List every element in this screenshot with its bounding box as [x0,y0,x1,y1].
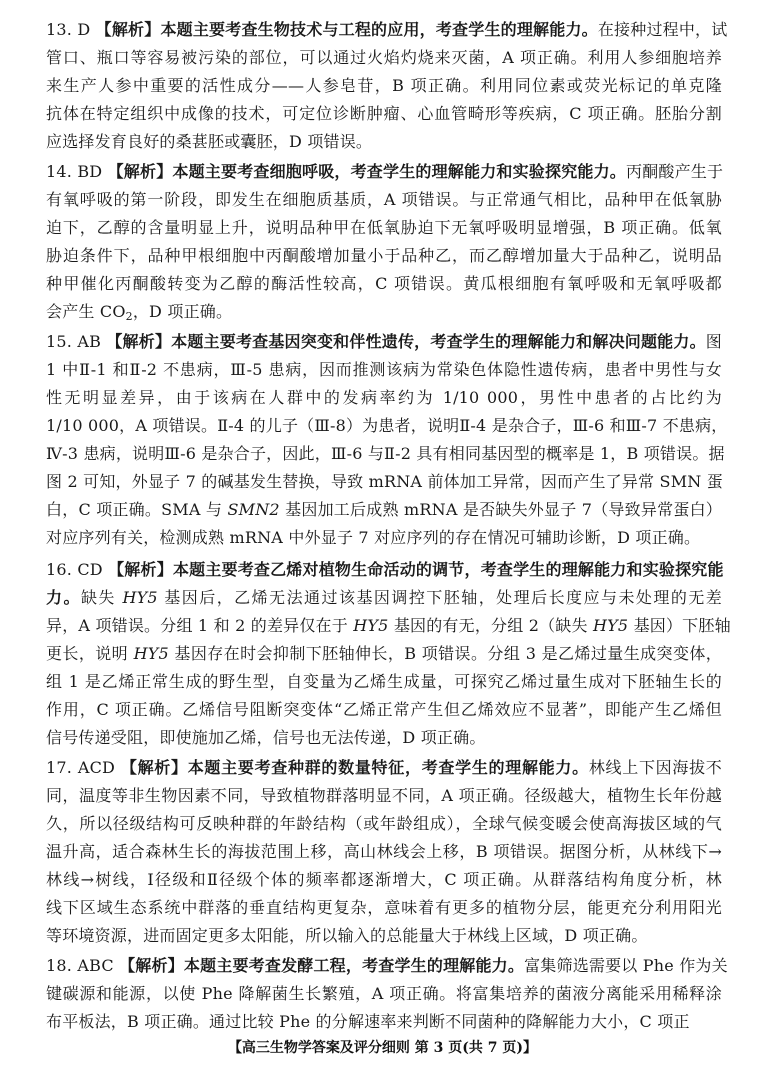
page-footer: 【高三生物学答案及评分细则 第 3 页(共 7 页)】 [227,1040,538,1056]
analysis-heading: 【解析】本题主要考查细胞呼吸，考查学生的理解能力和实验探究能力。 [107,162,627,181]
text-line [46,754,722,782]
text-line [46,44,722,72]
text-line [46,328,722,356]
text-line [46,186,722,214]
text-line [46,468,722,496]
text-line [46,384,722,412]
text-line [46,980,722,1008]
text-run: 林线上下因海拔不 [588,758,722,777]
text-run: 胁迫条件下，品种甲根细胞中丙酮酸增加量小于品种乙，而乙醇增加量大于品种乙，说明品 [46,246,722,265]
answer-item-q16 [46,556,731,752]
text-line [46,838,722,866]
text-run: HY5 [353,616,389,635]
answer-item-q14 [46,158,722,326]
text-line [46,298,722,326]
text-line [46,556,722,584]
text-line [46,668,722,696]
text-run: 15. AB [46,332,107,351]
text-run: 13. D [46,20,96,39]
analysis-heading: 【解析】本题主要考查发酵工程，考查学生的理解能力。 [119,956,525,975]
text-run: 会产生 CO [46,302,126,321]
text-run: SMN2 [227,500,280,519]
text-run: 管口、瓶口等容易被污染的部位，可以通过火焰灼烧来灭菌，A 项正确。利用人参细胞培养 [46,48,722,67]
text-run: 来生产人参中重要的活性成分——人参皂苷，B 项正确。利用同位素或荧光标记的单克隆 [46,76,722,95]
text-run: 作用，C 项正确。乙烯信号阻断突变体“乙烯正常产生但乙烯效应不显著”，即能产生乙烯但 [46,700,722,719]
answer-item-q15 [46,328,728,552]
subscript: 2 [125,310,133,323]
text-line [46,866,722,894]
text-run: 温升高，适合森林生长的海拔范围上移，高山林线会上移，B 项错误。据图分析，从林线下→ [46,842,722,861]
text-run: 图 2 可知，外显子 7 的碱基发生替换，导致 mRNA 前体加工异常，因而产生了异常 SMN 蛋 [46,472,723,491]
answer-item-q18 [46,952,728,1036]
text-line [46,412,728,440]
text-line [46,270,722,298]
text-run: 白，C 项正确。SMA 与 [46,500,228,519]
text-line [46,158,722,186]
analysis-heading: 【解析】本题主要考查种群的数量特征，考查学生的理解能力。 [120,758,589,777]
text-run: 线下区域生态系统中群落的垂直结构更复杂，意味着有更多的植物分层，能更充分利用阳光 [46,898,722,917]
text-run: 林线→树线，Ⅰ径级和Ⅱ径级个体的频率都逐渐增大，C 项正确。从群落结构角度分析，林 [46,870,722,889]
text-run: 种甲催化丙酮酸转变为乙醇的酶活性较高，C 项错误。黄瓜根细胞有氧呼吸和无氧呼吸都 [46,274,722,293]
text-line [46,724,722,752]
text-run: HY5 [122,588,158,607]
text-run: 基因存在时会抑制下胚轴伸长，B 项错误。分组 3 是乙烯过量生成突变体， [168,644,722,663]
text-run: 14. BD [46,162,108,181]
text-run: 1 中Ⅱ-1 和Ⅱ-2 不患病，Ⅲ-5 患病，因而推测该病为常染色体隐性遗传病，患者中男性与女 [46,360,722,379]
text-line [46,782,722,810]
text-run: 应选择发育良好的桑葚胚或囊胚，D 项错误。 [46,132,373,151]
text-run: 17. ACD [46,758,121,777]
text-run: 在接种过程中，试 [597,20,728,39]
text-run: 丙酮酸产生于 [626,162,724,181]
text-line [46,242,722,270]
text-line [46,214,722,242]
text-run: 抗体在特定组织中成像的技术，可定位诊断肿瘤、心血管畸形等疾病，C 项正确。胚胎分割 [46,104,722,123]
text-run: 对应序列有关，检测成熟 mRNA 中外显子 7 对应序列的存在情况可辅助诊断，D 项正确。 [46,528,701,547]
text-run: 1/10 000，A 项错误。Ⅱ-4 的儿子（Ⅲ-8）为患者，说明Ⅱ-4 是杂合子，Ⅲ-6 和Ⅲ-7 不患病， [46,416,728,435]
text-run: 16. CD [46,560,109,579]
text-run: 基因的有无，分组 2（缺失 [388,616,593,635]
text-line [46,696,722,724]
text-run: 更长，说明 [46,644,134,663]
text-line [46,128,722,156]
text-line [46,356,722,384]
answer-item-q13 [46,16,728,156]
analysis-heading: 【解析】本题主要考查生物技术与工程的应用，考查学生的理解能力。 [95,20,598,39]
text-line [46,524,722,552]
text-run: 布平板法，B 项正确。通过比较 Phe 的分解速率来判断不同菌种的降解能力大小，C 项正 [46,1012,690,1031]
text-run: 久，所以径级结构可反映种群的年龄结构（或年龄组成），全球气候变暖会使高海拔区域的气 [46,814,722,833]
answer-item-q17 [46,754,722,950]
text-run: 18. ABC [46,956,120,975]
text-line [46,952,728,980]
text-run: 异，A 项错误。分组 1 和 2 的差异仅在于 [46,616,354,635]
text-run: HY5 [133,644,169,663]
text-run: 迫下，乙醇的含量明显上升，说明品种甲在低氧胁迫下无氧呼吸明显增强，B 项正确。低氧 [46,218,722,237]
analysis-heading: 【解析】本题主要考查基因突变和伴性遗传，考查学生的理解能力和解决问题能力。 [106,332,706,351]
text-run: 同，温度等非生物因素不同，导致植物群落明显不同，A 项正确。径级越大，植物生长年份越 [46,786,722,805]
text-line [46,922,722,950]
text-line [46,584,722,612]
text-run: 缺失 [80,588,123,607]
text-line [46,440,725,468]
text-run: 信号传递受阻，即使施加乙烯，信号也无法传递，D 项正确。 [46,728,486,747]
text-run: HY5 [592,616,629,635]
text-line [46,612,731,640]
text-run: 有氧呼吸的第一阶段，即发生在细胞质基质，A 项错误。与正常通气相比，品种甲在低氧胁 [46,190,722,209]
text-run: 等环境资源，进而固定更多太阳能，所以输入的总能量大于林线上区域，D 项正确。 [46,926,648,945]
text-run: ，D 项正确。 [132,302,233,321]
text-line [46,640,722,668]
text-run: 基因加工后成熟 mRNA 是否缺失外显子 7（导致异常蛋白） [279,500,722,519]
text-run: 键碳源和能源，以使 Phe 降解菌生长繁殖，A 项正确。将富集培养的菌液分离能采用稀释涂 [46,984,722,1003]
text-line [46,100,722,128]
text-line [46,894,722,922]
text-run: 图 [705,332,722,351]
text-run: 富集筛选需要以 Phe 作为关 [524,956,728,975]
text-line [46,72,722,100]
text-run: 组 1 是乙烯正常生成的野生型，自变量为乙烯生成量，可探究乙烯过量生成对下胚轴生长的 [46,672,722,691]
text-line [46,1008,722,1036]
text-run: Ⅳ-3 患病，说明Ⅲ-6 是杂合子，因此，Ⅲ-6 与Ⅱ-2 具有相同基因型的概率是 1，B 项错误。据 [46,444,725,463]
text-line [46,496,722,524]
text-line [46,810,722,838]
text-run: 基因后，乙烯无法通过该基因调控下胚轴，处理后长度应与未处理的无差 [157,588,723,607]
text-run: 性无明显差异，由于该病在人群中的发病率约为 1/10 000，男性中患者的占比约为 [46,388,722,407]
text-run: 基因）下胚轴 [628,616,731,635]
text-line [46,16,728,44]
analysis-heading: 力。 [46,588,81,607]
analysis-heading: 【解析】本题主要考查乙烯对植物生命活动的调节，考查学生的理解能力和实验探究能 [108,560,724,579]
